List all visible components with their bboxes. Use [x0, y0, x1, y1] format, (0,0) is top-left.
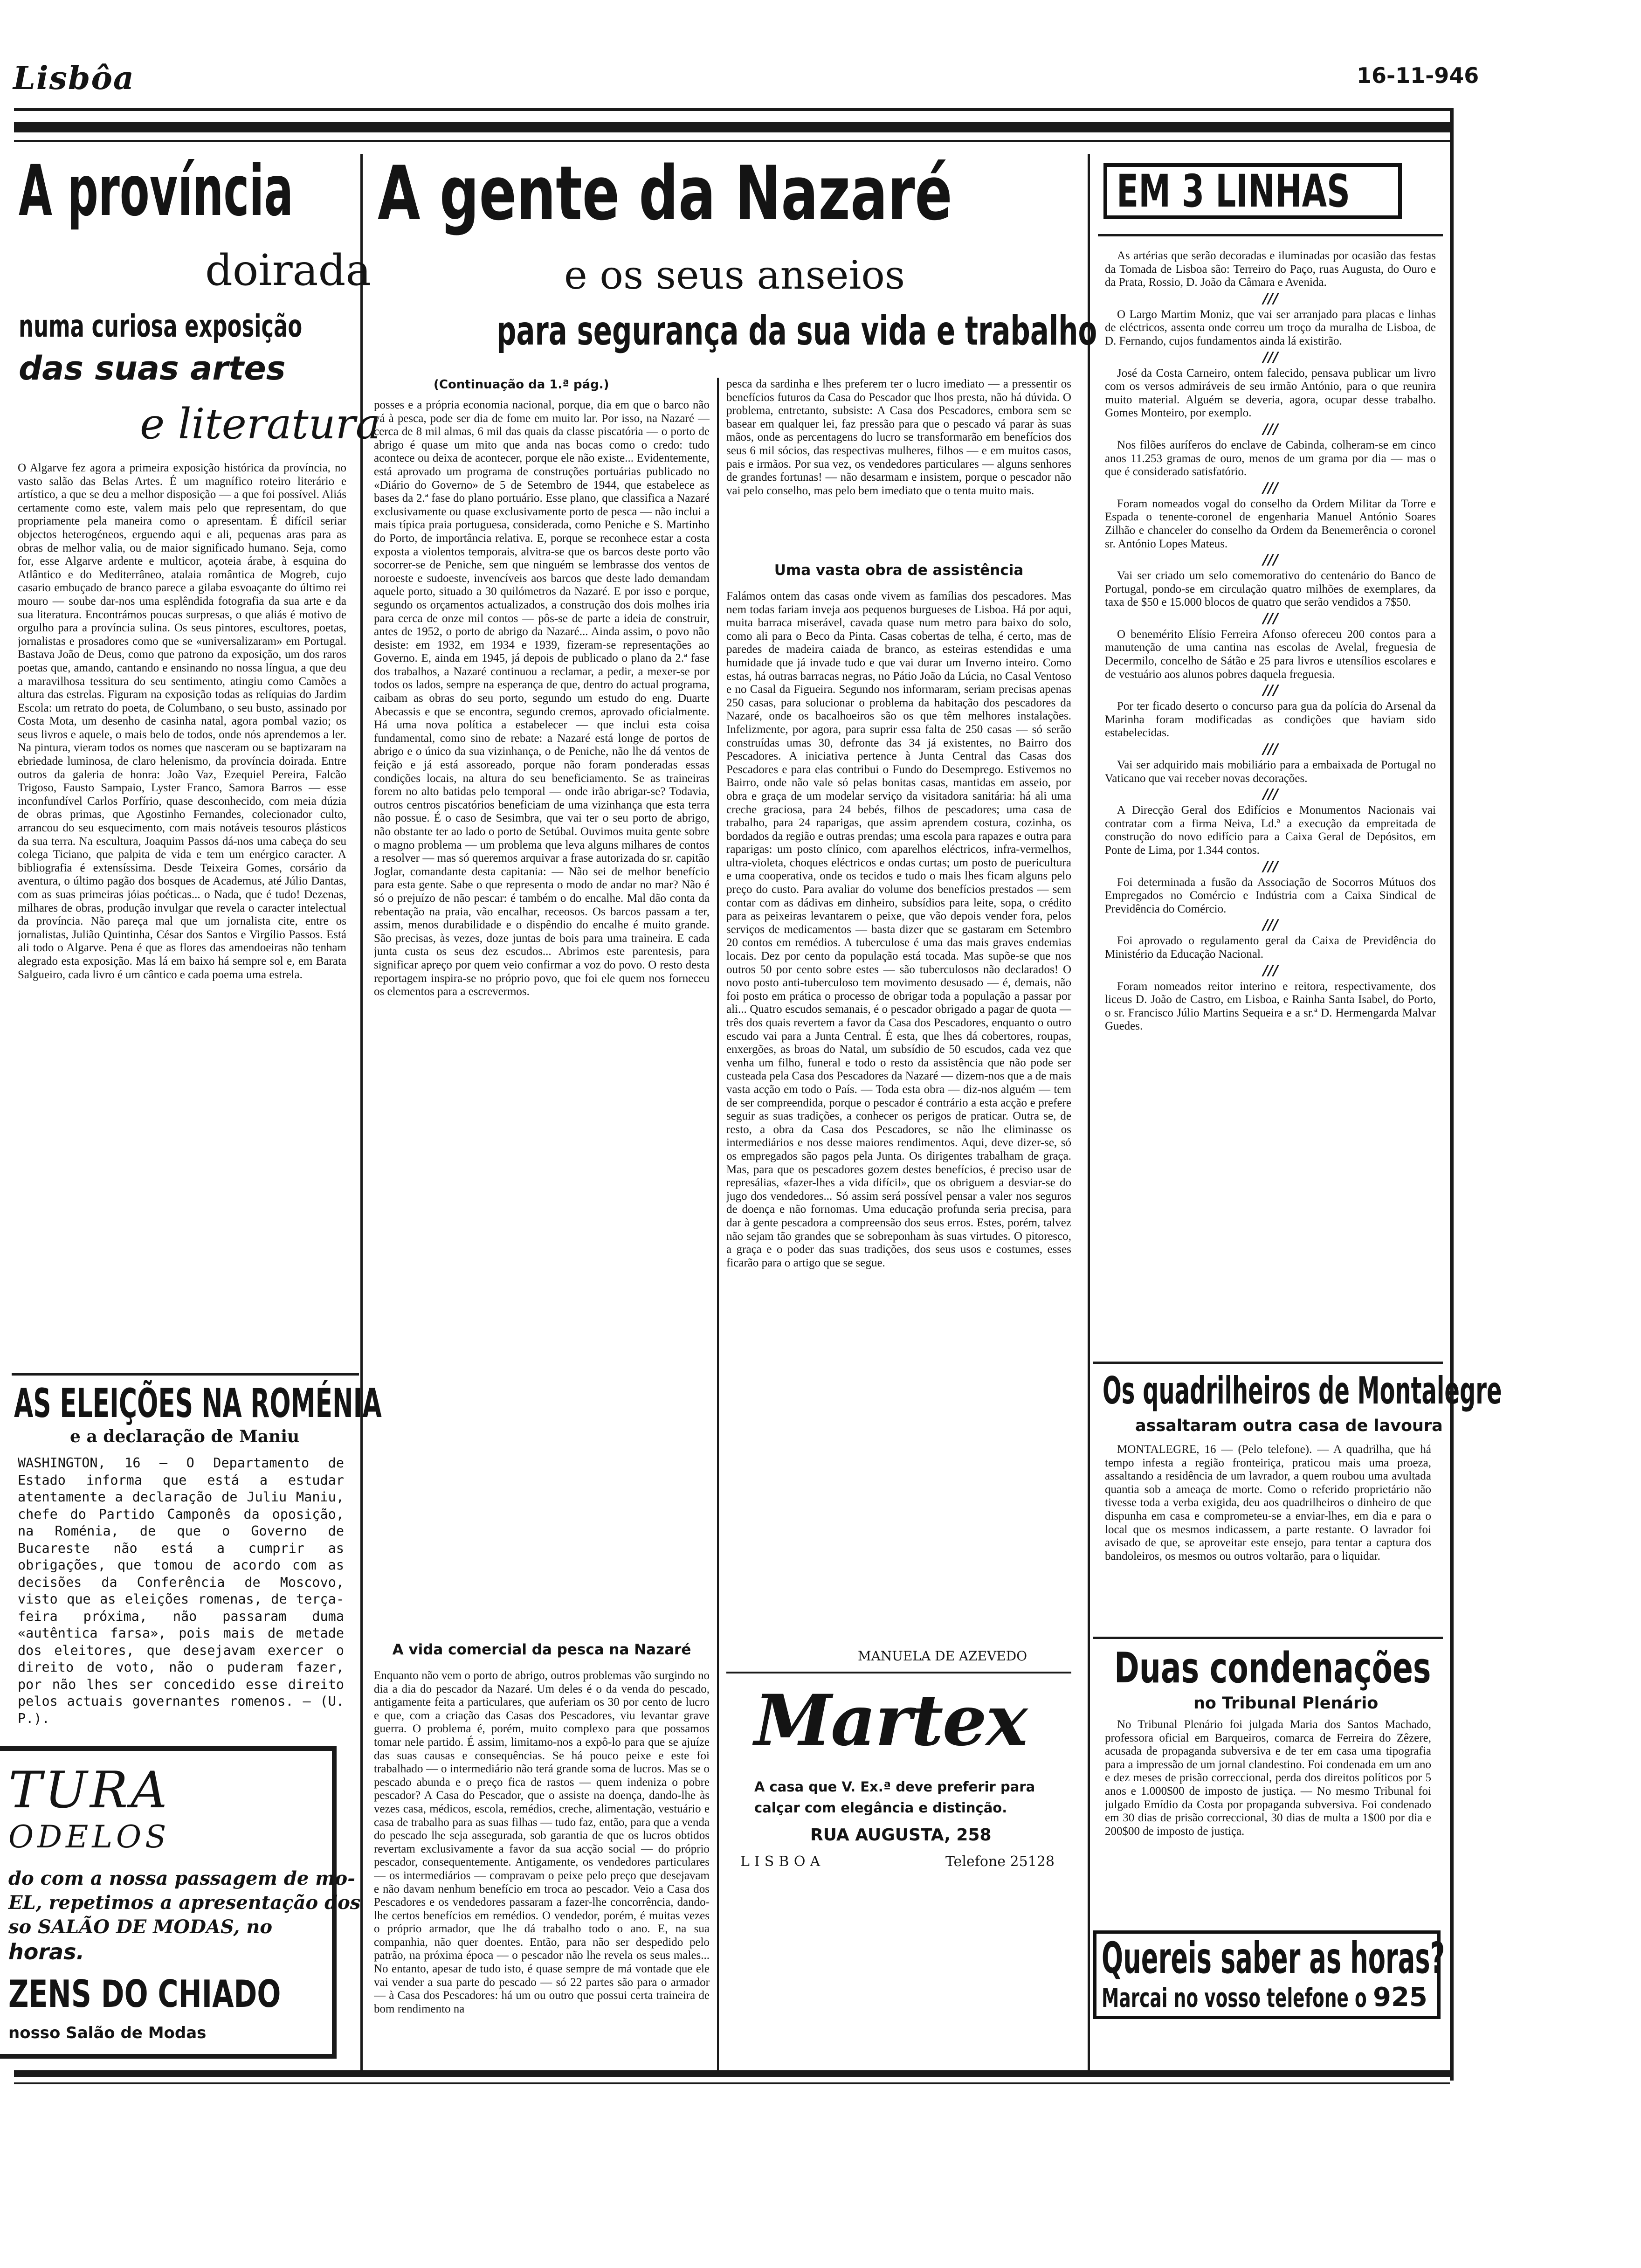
chiado-ad-border-bottom	[0, 2054, 336, 2059]
romenia-title: AS ELEIÇÕES NA ROMÉNIA	[14, 1380, 382, 1427]
provincia-title: A província	[19, 151, 294, 232]
romenia-body: WASHINGTON, 16 — O Departamento de Estado informa que está a estudar atentamente a declaração de Juliu Maniu, chefe do Partido Camponês da oposição, na Roménia, de que o Governo de Bucareste não está a cumprir as obrigações, que tomou de acordo com as decisões da Conferência de Moscovo, visto que as eleições romenas, de terça-feira próxima, não passaram duma «autêntica farsa», pois mais de metade dos eleitores, que desejavam exercer o direito de voto, não o puderam fazer, por não lhes ser concedido esse direito pelos actuais governantes romenos. — (U. P.).	[18, 1455, 344, 1726]
horas-ad-line1: Quereis saber as horas?	[1102, 1933, 1445, 1983]
provincia-article	[0, 151, 381, 1376]
nazare-continuation: (Continuação da 1.ª pág.)	[434, 378, 609, 392]
brief-separator: ///	[1262, 552, 1278, 568]
brief-item: O Largo Martim Moniz, que vai ser arranjado para placas e linhas de eléctricos, assenta onde correu um troço da muralha de Lisboa, de D. Fernando, cujos fundamentos ainda lá existirão.	[1105, 308, 1436, 347]
issue-date: 16-11-946	[1357, 63, 1479, 88]
brief-item: As artérias que serão decoradas e iluminadas por ocasião das festas da Tomada de Lisboa são: Terreiro do Paço, ruas Augusta, do Ouro e da Prata, Rossio, D. João da Câmara e Avenida.	[1105, 249, 1436, 289]
chiado-ad-line1: TURA	[8, 1761, 170, 1819]
brief-separator: ///	[1262, 610, 1278, 627]
brief-item: Vai ser adquirido mais mobiliário para a embaixada de Portugal no Vaticano que vai receber novas decorações.	[1105, 759, 1436, 785]
brief-separator: ///	[1262, 917, 1278, 933]
brief-item: A Direcção Geral dos Edifícios e Monumentos Nacionais vai contratar com a firma Neiva, Ld.ª a execução da empreitada de construção do novo edifício para a Caixa Geral de Depósitos, em Ponte de Lima, por 1.344 contos.	[1105, 804, 1436, 857]
martex-tagline1: A casa que V. Ex.ª deve preferir para	[754, 1779, 1035, 1795]
header-rule-thick	[14, 122, 1450, 132]
condenacoes-subtitle: no Tribunal Plenário	[1193, 1694, 1379, 1713]
nazare-article	[364, 150, 1097, 2070]
provincia-line3: numa curiosa exposição	[19, 308, 303, 344]
martex-phone: Telefone 25128	[945, 1853, 1055, 1870]
brief-item: Foram nomeados reitor interino e reitora, respectivamente, dos liceus D. João de Castro, em Lisboa, e Rainha Santa Isabel, do Porto, o sr. Francisco Júlio Martins Sequeira e a sr.ª D. Hermengarda Malvar Guedes.	[1105, 980, 1436, 1033]
nazare-byline: MANUELA DE AZEVEDO	[858, 1648, 1027, 1664]
nazare-subtitle1: e os seus anseios	[564, 252, 905, 298]
provincia-end-rule	[12, 1373, 359, 1376]
romenia-subtitle: e a declaração de Maniu	[70, 1427, 300, 1446]
brief-separator: ///	[1262, 682, 1278, 699]
chiado-ad-line5: so SALÃO DE MODAS, no	[8, 1916, 272, 1938]
montalegre-subtitle: assaltaram outra casa de lavoura	[1135, 1417, 1443, 1435]
chiado-ad-line7: ZENS DO CHIADO	[8, 1972, 281, 2016]
horas-ad	[1093, 1902, 1443, 2024]
footer-rule-thick	[14, 2070, 1450, 2077]
chiado-ad-border-top	[0, 1746, 336, 1751]
footer-rule-thin	[14, 2082, 1450, 2084]
horas-ad-number: 925	[1373, 1982, 1427, 2012]
chiado-ad-line3: do com a nossa passagem de mo-	[8, 1867, 355, 1889]
em3linhas-title-underline	[1098, 234, 1443, 236]
brief-item: Foi aprovado o regulamento geral da Caixa de Previdência do Ministério da Educação Nacional.	[1105, 934, 1436, 961]
nazare-title: A gente da Nazaré	[378, 150, 952, 237]
nazare-col1b: Enquanto não vem o porto de abrigo, outros problemas vão surgindo no dia a dia do pescador da Nazaré. Um deles é o da venda do pescado, antigamente feita a particulares, que auferiam os 30 por cento de lucro e que, com a criação das Casas dos Pescadores, viu levantar grave guerra. O problema é, porém, muito complexo para que possamos tomar nele partido. É assim, limitamo-nos a expô-lo para que se ajuíze das suas causas e consequências. Se há pouco peixe e este foi trabalhado — o intermediário não terá grande soma de lucros. Mas se o pescado abunda e o preço fica de rastos — quem indeniza o pobre pescador? A Casa do Pescador, que o assiste na doença, dando-lhe às vezes casa, médicos, escola, remédios, creche, alimentação, vestuário e casa de trabalho para as suas filhas — tudo faz, então, para que a venda do pescado lhe seja assegurada, sob garantia de que os lucros obtidos revertam exclusivamente a favor da sua acção social — do próprio pescador, consequentemente. Antigamente, os vendedores particulares — os intermediários — compravam o peixe pelo preço que desejavam e não davam nenhum benefício em troca ao pescador. Veio a Casa dos Pescadores e os vendedores passaram a fazer-lhe concorrência, dando-lhe certos benefícios em remédios. O vendedor, porém, é muitas vezes o próprio armador, que lhe dá trabalho todo o ano. E, na sua companhia, não quer doentes. Então, para não ser despedido pelo patrão, na próxima época — o pescador não lhe revela os seus males... No entanto, apesar de tudo isto, é quase sempre de má vontade que ele vai vender a sua parte do pescado — só 22 partes são para o armador — à Casa dos Pescadores: há um ou outro que possui certa traineira de bom rendimento na	[374, 1669, 710, 2015]
brief-separator: ///	[1262, 349, 1278, 366]
nazare-col1: posses e a própria economia nacional, porque, dia em que o barco não vá à pesca, pode ser dia de fome em muito lar. Por isso, na Nazaré — cerca de 8 mil almas, 6 mil das quais da classe piscatória — o porto de abrigo é quase um mito que anda nas bocas como o credo: tudo acontece ou deixa de acontecer, porque ele não existe... Evidentemente, está aprovado um programa de construções portuárias publicado no «Diário do Governo» de 5 de Setembro de 1944, que estabelece as bases da 2.ª fase do plano portuário. Esse plano, que classifica a Nazaré exclusivamente ou quase exclusivamente porto de pesca — não inclui a mais típica praia portuguesa, considerada, como Peniche e S. Martinho do Porto, de importância relativa. E, porque se reconhece estar a costa exposta a violentos temporais, alvitra-se que os barcos deste porto vão socorrer-se de Peniche, sem que ninguém se lembrasse dos ventos de noroeste e sudoeste, invencíveis aos barcos que deste lado demandam aquele porto, situado a 30 quilómetros da Nazaré. E por isso e porque, segundo os orçamentos actualizados, a construção dos dois molhes iria para cerca de onze mil contos — pôs-se de parte a ideia de construir, antes de 1952, o porto de abrigo da Nazaré... Ainda assim, o povo não desiste: em 1932, em 1934 e 1939, fizeram-se representações ao Governo. E, ainda em 1945, já depois de publicado o plano da 2.ª fase dos trabalhos, a Nazaré continuou a reclamar, a pedir, a mexer-se por todos os lados, sempre na esperança de que, dentro do actual programa, caibam as obras do seu porto, segundo um estudo do eng. Duarte Abecassis e que se encontra, segundo cremos, aprovado oficialmente. Há uma nova política a estabelecer — que inclui esta coisa fundamental, como sino de rebate: a Nazaré está longe de portos de abrigo e o único da sua vizinhança, o de Peniche, não lhe dá ventos de feição e já está assoreado, porque não foram ponderadas essas condições locais, na altura do seu beneficiamento. Se as traineiras forem no alto batidas pelo temporal — onde irão abrigar-se? Todavia, outros centros piscatórios beneficiam de uma vizinhança que esta terra não possue. É o caso de Sesimbra, que vai ter o seu porto de abrigo, não obstante ter ao lado o porto de Setúbal. Ouvimos muita gente sobre o magno problema — um problema que leva alguns milhares de contos a resolver — mas só queremos arquivar a frase autorizada do sr. capitão Joglar, comandante desta capitania: — Não sei de melhor benefício para esta gente. Sabe o que representa o modo de andar no mar? Não é só o prejuízo de não pescar: é também o do encalhe. Mal dão conta da rebentação na praia, vão encalhar, receosos. Os barcos passam a ter, assim, menos durabilidade e o dispêndio do encalhe é muito grande. São precisas, às vezes, doze juntas de bois para uma traineira. E cada junta custa os seus dez escudos... Abrimos este parentesis, para significar apreço por quem veio confirmar a voz do povo. O resto desta reportagem inspira-se no próprio povo, que foi ele quem nos forneceu os elementos para a escrevermos.	[374, 399, 710, 998]
nazare-col2-heading: Uma vasta obra de assistência	[774, 562, 1024, 579]
em3linhas-title: EM 3 LINHAS	[1117, 165, 1350, 217]
brief-separator: ///	[1262, 858, 1278, 875]
chiado-ad-line6: horas.	[8, 1939, 84, 1964]
brief-separator: ///	[1262, 421, 1278, 437]
chiado-ad-line4: EL, repetimos a apresentação dos	[8, 1892, 361, 1914]
nazare-col2: pesca da sardinha e lhes preferem ter o lucro imediato — a pressentir os benefícios futuros da Casa do Pescador que lhos presta, não há dúvida. O problema, entretanto, subsiste: A Casa dos Pescadores, embora sem se basear em qualquer lei, faz pressão para que o pescado vá parar às suas mãos, onde as percentagens do lucro se transformarão em benefícios dos seus 6 mil sócios, das respectivas mulheres, filhos — e em muitos casos, pais e irmãos. Por sua vez, os vendedores particulares — alguns senhores de grandes fortunas! — não desarmam e insistem, porque o pescador não vai pelo conselho, mas pelo bem imediato que o tenta muito mais.	[726, 378, 1071, 497]
brief-separator: ///	[1262, 962, 1278, 979]
brief-separator: ///	[1262, 786, 1278, 803]
brief-separator: ///	[1262, 741, 1278, 758]
montalegre-rule	[1093, 1362, 1443, 1364]
provincia-line5: e literatura	[140, 400, 381, 449]
condenacoes-article	[1093, 1639, 1443, 1900]
montalegre-title: Os quadrilheiros de Montalegre	[1103, 1369, 1502, 1412]
martex-ad-rule-top	[726, 1672, 1071, 1673]
brief-item: O benemérito Elísio Ferreira Afonso ofereceu 200 contos para a manutenção de uma cantina nas escolas de Avelal, freguesia de Decermilo, concelho de Sátão e 25 para livros e utensílios escolares e de vestuário aos alunos pobres daquela freguesia.	[1105, 628, 1436, 681]
header-rule-top	[14, 108, 1450, 111]
chiado-ad-line2: ODELOS	[8, 1819, 170, 1855]
condenacoes-body: No Tribunal Plenário foi julgada Maria dos Santos Machado, professora oficial em Barqueiros, comarca de Ferreira do Zêzere, acusada de propaganda subversiva e de ter em casa uma tipografia para a impressão de um jornal clandestino. Foi condenada em um ano e dez meses de prisão correccional, perda dos direitos políticos por 5 anos e 1.000$00 de imposto de justiça. — No mesmo Tribunal foi julgado Emídio da Costa por propaganda subversiva. Foi condenado em 30 dias de prisão correccional, 30 dias de multa a 1$00 por dia e 200$00 de imposto de justiça.	[1105, 1718, 1431, 1838]
right-page-border	[1450, 108, 1454, 2081]
header-rule-thin	[14, 140, 1450, 142]
page-header	[0, 0, 1641, 154]
brief-item: Foram nomeados vogal do conselho da Ordem Militar da Torre e Espada o tenente-coronel de engenharia Manuel António Soares Zilhão e chanceler do conselho da Ordem da Benemerência o coronel sr. António Lopes Mateus.	[1105, 497, 1436, 550]
section-name: Lisbôa	[13, 60, 135, 97]
provincia-body: O Algarve fez agora a primeira exposição histórica da província, no vasto salão das Belas Artes. É um magnífico roteiro literário e artístico, a que se deu a melhor disposição — a que foi possível. Aliás certamente como este, valem mais pelo que representam, do que propriamente pela maneira como o apresentam. É difícil seriar objectos heterogéneos, erguendo aqui e ali, pequenas aras para as obras de melhor valia, ou de maior significado humano. Seja, como for, esse Algarve ardente e multicor, açoteia árabe, à esquina do Atlântico e do Mediterrâneo, atalaia romântica de Mogreb, cujo casario embuçado de branco parece a gilaba esvoaçante do último rei mouro — soube dar-nos uma esplêndida fotografia da sua arte e da sua literatura. Encontrámos poucas surpresas, o que aliás é motivo de orgulho para a província sulina. Os seus pintores, escultores, poetas, jornalistas e prosadores como que se «universalizaram» em Portugal. Bastava João de Deus, como que patrono da exposição, um dos raros poetas que, amando, cantando e ensinando no nossa língua, a que deu a maravilhosa tessitura do seu sentimento, atingiu como Camões a altura das estrelas. Figuram na exposição todas as relíquias do Jardim Escola: um retrato do poeta, de Columbano, o seu busto, assinado por Costa Mota, um desenho de casinha natal, agora pombal vazio; os seus livros e aquele, o mais belo de todos, onde nós aprendemos a ler. Na pintura, vieram todos os nomes que nasceram ou se baptizaram na ebriedade luminosa, de claro helenismo, da província doirada. Entre outros da galeria de honra: João Vaz, Ezequiel Pereira, Falcão Trigoso, Fausto Sampaio, Lyster Franco, Samora Barros — esse inconfundível Carlos Porfírio, quase desconhecido, com meia dúzia de obras primas, que Agostinho Fernandes, colecionador culto, arrancou do seu esquecimento, com mais notáveis tesouros plásticos da sua terra. Na escultura, Joaquim Passos dá-nos uma cabeça do seu colega Ticiano, que palpita de vida e tem um enérgico caracter. A bibliografia é extensíssima. Desde Teixeira Gomes, corsário da aventura, o último pagão dos bosques de Academus, até Júlio Dantas, com as suas primeiras jóias poéticas... o Nada, que é tudo! Dezenas, milhares de obras, produção invulgar que revela o caracter intelectual da província. Não pareça mal que um jornalista cite, entre os jornalistas, Julião Quintinha, César dos Santos e Virgílio Passos. Está ali todo o Algarve. Pena é que as flores das amendoeiras não tenham alegrado esta exposição. Mas lá em baixo há sempre sol e, em Barata Salgueiro, cada livro é um cântico e cada poema uma estrela.	[18, 462, 346, 981]
chiado-ad	[0, 1746, 360, 2063]
em3linhas-box	[1098, 163, 1434, 228]
nazare-column-rule	[717, 378, 719, 2070]
montalegre-article	[1093, 1366, 1502, 1646]
column-rule-2	[1088, 154, 1090, 2070]
provincia-line2: doirada	[205, 245, 372, 295]
condenacoes-title: Duas condenações	[1114, 1644, 1431, 1693]
em3linhas-list	[1098, 249, 1443, 1364]
brief-separator: ///	[1262, 290, 1278, 307]
brief-separator: ///	[1262, 479, 1278, 496]
martex-address: RUA AUGUSTA, 258	[810, 1825, 992, 1845]
martex-tagline2: calçar com elegância e distinção.	[754, 1800, 1007, 1816]
romenia-article	[0, 1378, 382, 1746]
provincia-line4: das suas artes	[19, 349, 286, 387]
martex-logo: Martex	[754, 1680, 1027, 1762]
brief-item: Nos filões auríferos do enclave de Cabinda, colheram-se em cinco anos 11.253 gramas de ouro, menos de um grama por dia — mas o que é considerado satisfatório.	[1105, 438, 1436, 478]
chiado-ad-line8: nosso Salão de Modas	[8, 2024, 207, 2042]
nazare-col1-heading: A vida comercial da pesca na Nazaré	[392, 1641, 691, 1658]
montalegre-body: MONTALEGRE, 16 — (Pelo telefone). — A quadrilha, que há tempo infesta a região fronteiriça, praticou mais uma proeza, assaltando a residência de um lavrador, a quem roubou uma avultada quantia sob a ameaça de morte. Como o referido proprietário não tivesse toda a verba exigida, deu aos quadrilheiros o dinheiro de que dispunha em casa e comprometeu-se a enviar-lhes, em dia e para o local que os mesmos indicassem, a parte restante. O lavrador foi avisado de que, se aproveitar este ensejo, para tentar a captura dos bandoleiros, os mesmos ou outros voltarão, para o liquidar.	[1105, 1443, 1431, 1563]
martex-ad	[726, 1672, 1071, 2054]
brief-item: Por ter ficado deserto o concurso para gua da polícia do Arsenal da Marinha foram modificadas as condições que haviam sido estabelecidas.	[1105, 700, 1436, 740]
brief-item: José da Costa Carneiro, ontem falecido, pensava publicar um livro com os versos admiráveis de seu irmão António, para o que reunira muito material. Alguém se deveria, agora, ocupar desse trabalho. Gomes Monteiro, por exemplo.	[1105, 366, 1436, 420]
brief-item: Vai ser criado um selo comemorativo do centenário do Banco de Portugal, pondo-se em circulação quatro milhões de exemplares, da taxa de $50 e 15.000 blocos de quatro que serão vendidos a 7$50.	[1105, 569, 1436, 609]
horas-ad-line2a: Marcai no vosso telefone o	[1102, 1983, 1367, 2013]
nazare-subtitle2: para segurança da sua vida e trabalho	[496, 308, 1097, 354]
brief-item: Foi determinada a fusão da Associação de Socorros Mútuos dos Empregados no Comércio e Indústria com a Caixa Sindical de Previdência do Comércio.	[1105, 876, 1436, 915]
nazare-col2b: Falámos ontem das casas onde vivem as famílias dos pescadores. Mas nem todas fariam inveja aos pequenos burgueses de Lisboa. Há por aqui, muita barraca miserável, cavada quase num metro para baixo do solo, como ali para o Beco da Pinta. Casas cobertas de telha, é certo, mas de paredes de madeira caiada de branco, as esteiras estendidas e uma humidade que já invade tudo e que vai durar um Inverno inteiro. Como estas, há outras barracas negras, no Pátio João da Lúcia, no Casal Ventoso e no Casal da Figueira. Segundo nos informaram, seriam precisas apenas 250 casas, para solucionar o problema da habitação dos pescadores da Nazaré, onde os bacalhoeiros são os que têm melhores instalações. Infelizmente, por agora, para suprir essa falta de 250 casas — só serão construídas umas 30, defronte das 34 já existentes, no Bairro dos Pescadores. A iniciativa pertence à Junta Central das Casas dos Pescadores e para elas contribui o Fundo do Desemprego. Estivemos no Bairro, onde não vale só pelas bonitas casas, mantidas em asseio, por obra e graça de um modelar serviço da visitadora sanitária: há ali uma creche graciosa, para 24 bebés, filhos de pescadores; uma casa de trabalho, para 24 raparigas, que assim aprendem costura, cozinha, os bordados da região e outras prendas; uma escola para rapazes e outra para raparigas: um posto clínico, com aparelhos eléctricos, infra-vermelhos, ultra-violeta, choques eléctricos e ondas curtas; um posto de puericultura e uma cooperativa, onde os tecidos e tudo o mais lhes ficam alguns pelo preço do custo. Para avaliar do volume dos benefícios prestados — sem contar com as dádivas em dinheiro, subsídios para leite, sopa, o crédito para as peixeiras levantarem o peixe, que vão depois vender fora, pelos serviços de medicamentos — basta dizer que se gastaram em Setembro 20 contos em remédios. A tuberculose é uma das mais graves endemias locais. Dez por cento da população está tocada. Mas supõe-se que nos outros 50 por cento sobre estes — são tuberculosos não declarados! O novo posto anti-tuberculoso tem movimento desusado — é, demais, não foi posto em prática o processo de obrigar toda a população a passar por ali... Quatro escudos semanais, é o pescador obrigado a pagar de quota — três dos quais revertem a favor da Casa dos Pescadores, enquanto o outro escudo vai para a Junta Central. É esta, que lhes dá cobertores, roupas, enxergões, as broas do Natal, um subsídio de 50 escudos, cada vez que venha um filho, funeral e todo o resto da assistência que não pode ser custeada pela Casa dos Pescadores da Nazaré — dizem-nos que a de mais vasta acção em todo o País. — Toda esta obra — diz-nos alguém — tem de ser compreendida, porque o pescador é contrário a esta acção e prefere seguir as suas tradições, a conhecer os perigos de praticar. Outra se, de resto, a obra da Casa dos Pescadores, se não lhe eliminasse os intermediários e nos desse maiores rendimentos. Aqui, deve dizer-se, só os empregados são pagos pela Junta. Os dirigentes trabalham de graça. Mas, para que os pescadores gozem destes benefícios, é preciso usar de represálias, «fazer-lhes a vida difícil», que os obriguem a desviar-se do jugo dos vendedores... Só assim será possível pensar a valer nos seguros de doença e não fornomas. Uma educação profunda seria precisa, para dar à gente pescadora a compreensão dos seus erros. Estes, porém, talvez não sejam tão grandes que se sobreponham às suas virtudes. O pitoresco, a graça e o poder das suas tradições, dos seus usos e costumes, esses ficarão para o artigo que se segue.	[726, 590, 1071, 1269]
martex-city: LISBOA	[740, 1853, 825, 1870]
